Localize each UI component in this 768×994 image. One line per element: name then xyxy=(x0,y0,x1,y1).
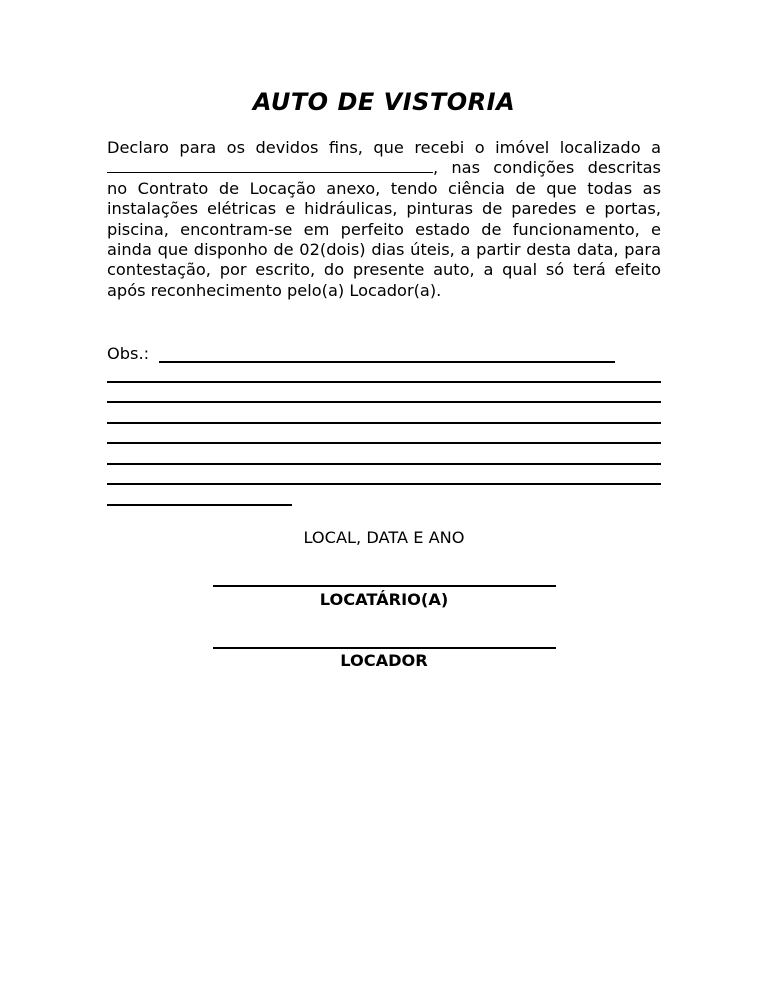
document-title: AUTO DE VISTORIA xyxy=(252,88,516,116)
obs-label: Obs.: xyxy=(107,344,150,363)
local-date-year: LOCAL, DATA E ANO xyxy=(303,528,465,547)
obs-blank-line-8[interactable] xyxy=(107,504,292,506)
address-blank-line[interactable] xyxy=(107,158,433,173)
obs-blank-line-5[interactable] xyxy=(107,442,661,444)
obs-blank-line-3[interactable] xyxy=(107,401,661,403)
tenant-signature-line[interactable] xyxy=(213,585,556,587)
landlord-signature-label: LOCADOR xyxy=(340,651,428,670)
declaration-paragraph xyxy=(107,138,661,301)
declaration-text-rest: , nas condições descritas no Contrato de Locação anexo, tendo ciência de que todas as instalações elétricas e hidráulicas, pinturas de paredes e portas, piscina, encontram-se em perfeito estado de funcionamento, e ainda que disponho de 02(dois) dias úteis, a partir desta data, para contestação, por escrito, do presente auto, a qual só terá efeito após reconhecimento pelo(a) Locador(a). xyxy=(107,158,661,300)
obs-blank-line-1[interactable] xyxy=(159,361,615,363)
obs-blank-line-7[interactable] xyxy=(107,483,661,485)
declaration-text-start: Declaro para os devidos fins, que recebi o imóvel localizado a xyxy=(107,138,661,157)
obs-blank-line-2[interactable] xyxy=(107,381,661,383)
obs-blank-line-6[interactable] xyxy=(107,463,661,465)
tenant-signature-label: LOCATÁRIO(A) xyxy=(319,590,449,609)
obs-blank-line-4[interactable] xyxy=(107,422,661,424)
landlord-signature-line[interactable] xyxy=(213,647,556,649)
